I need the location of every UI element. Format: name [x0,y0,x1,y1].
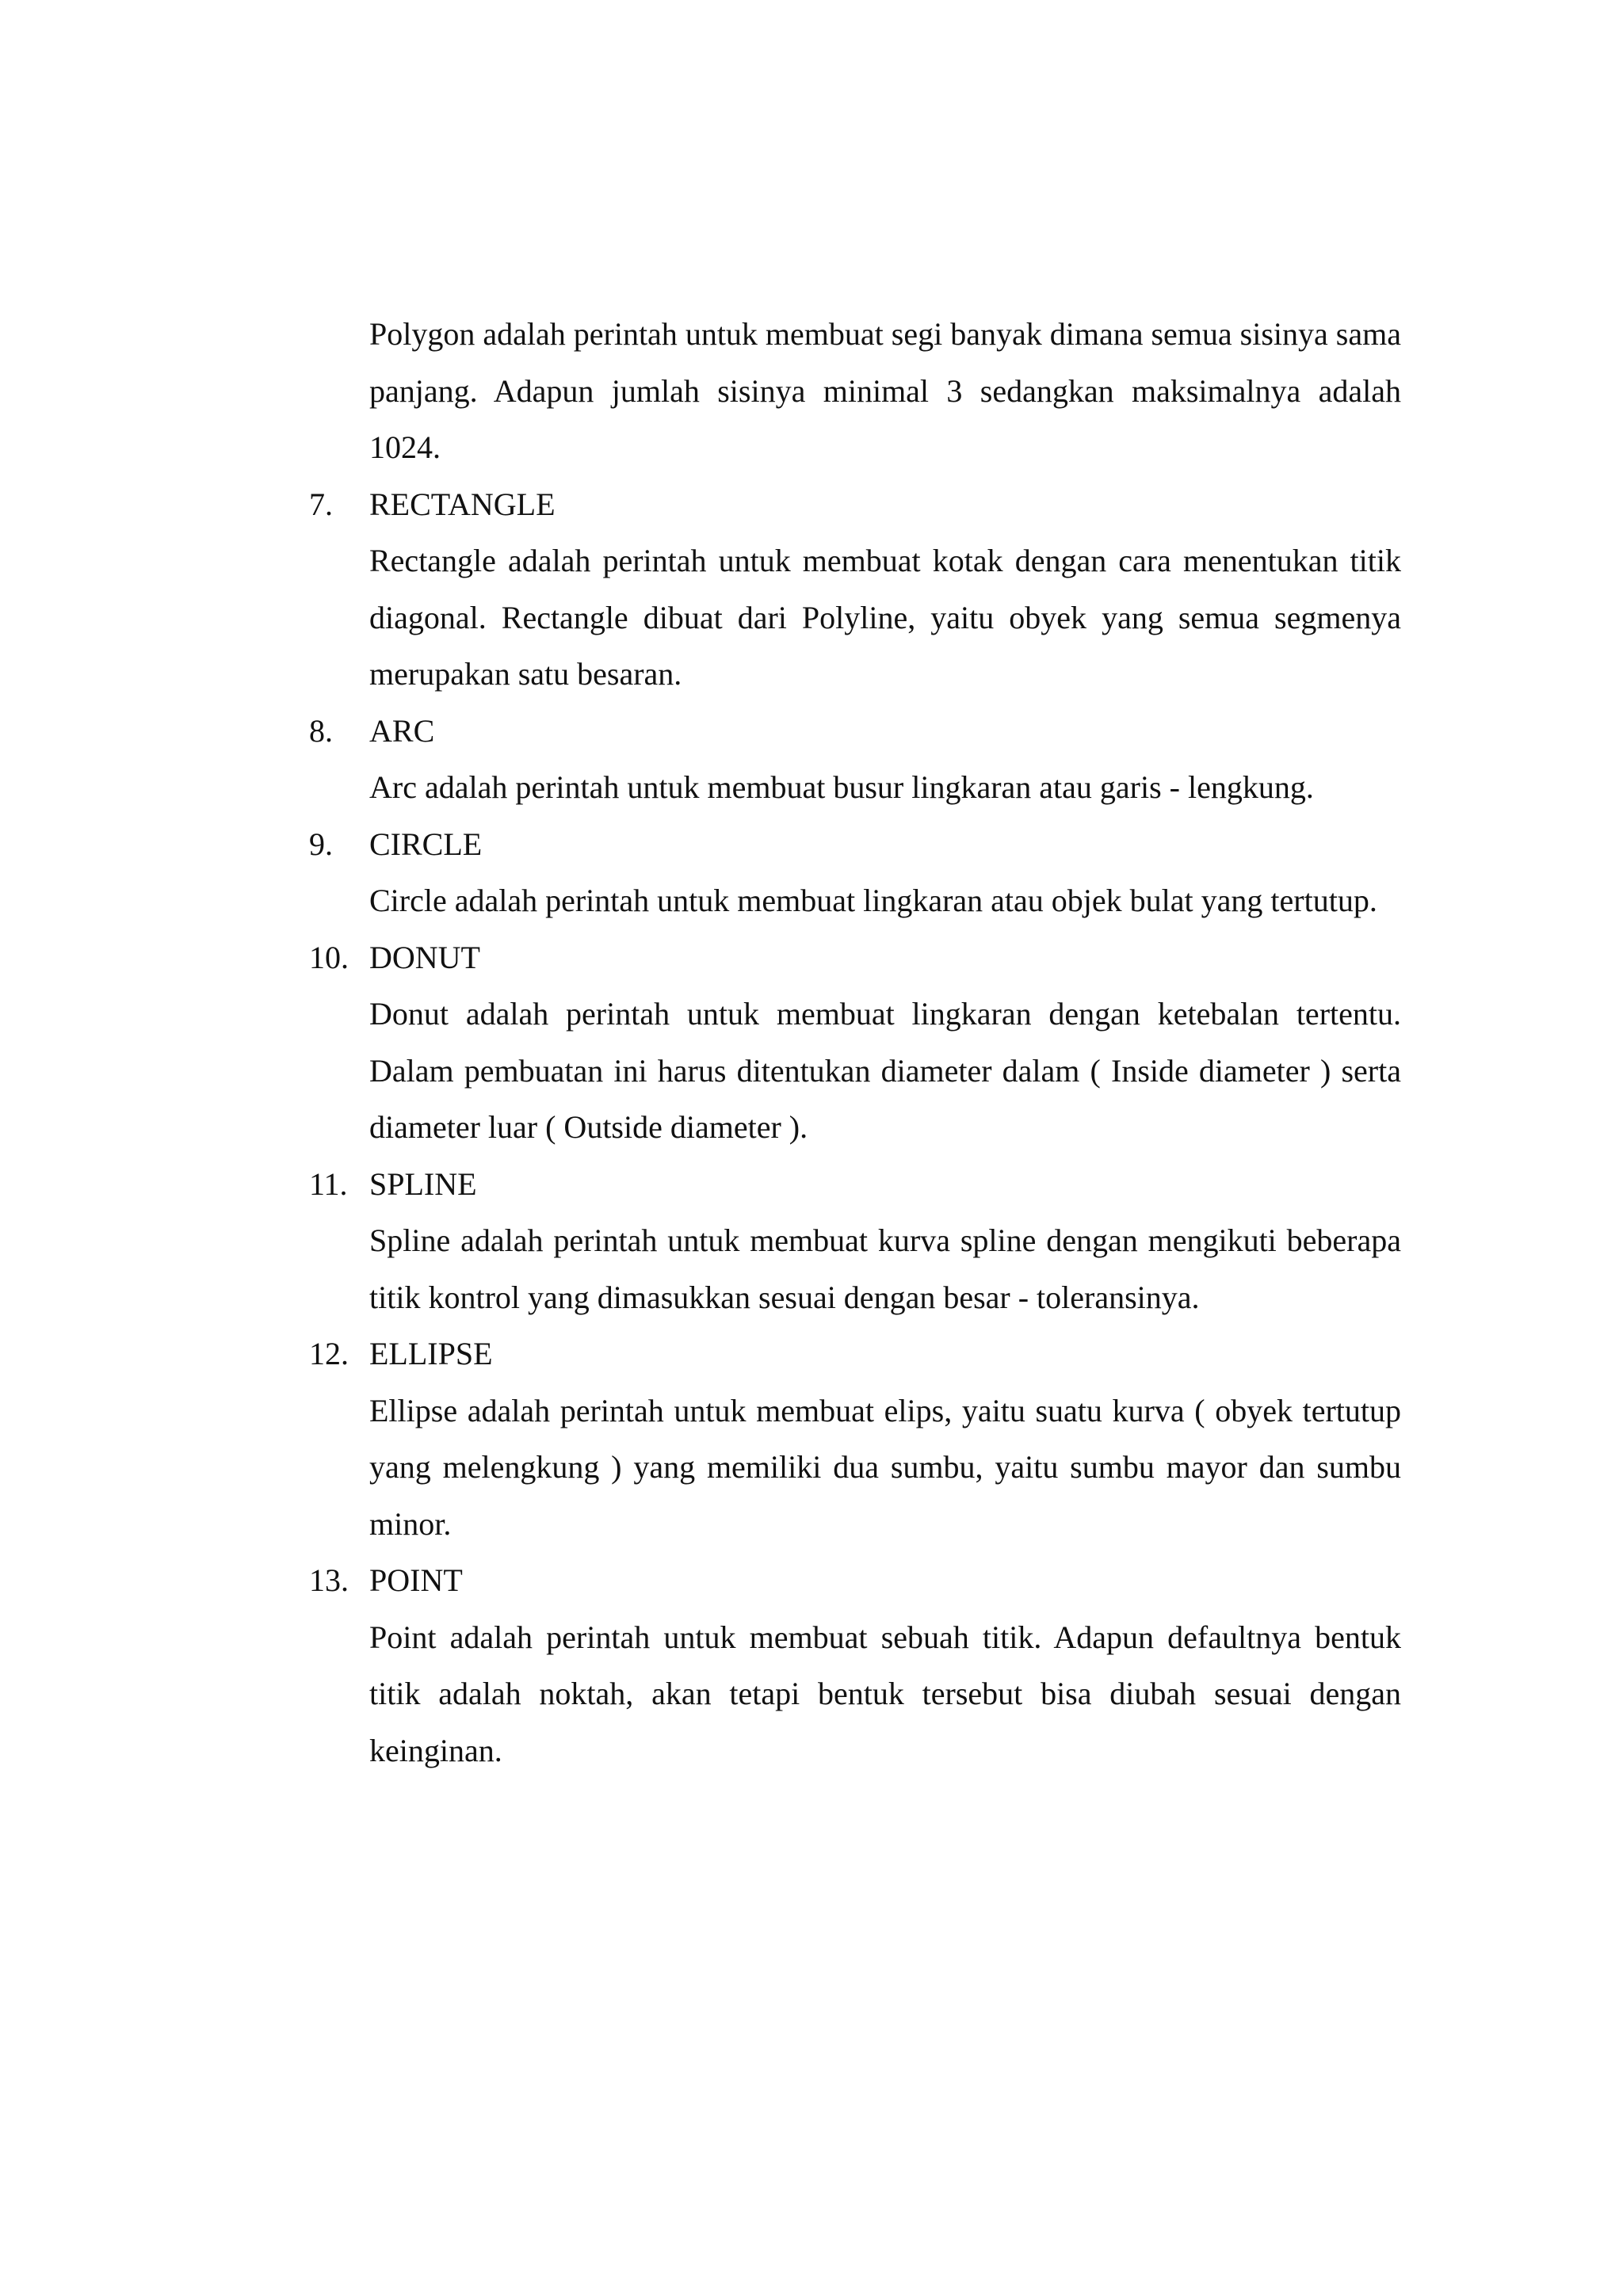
list-item-description: Circle adalah perintah untuk membuat lingkaran atau objek bulat yang tertutup. [369,883,1377,918]
list-item-description: Ellipse adalah perintah untuk membuat elips, yaitu suatu kurva ( obyek tertutup yang melengkung ) yang memiliki dua sumbu, yaitu sumbu mayor dan sumbu minor. [369,1392,1401,1542]
list-item-header [309,703,1401,760]
list-item-number: 12. [309,1336,349,1371]
list-item-title: DONUT [369,939,480,975]
list-item-header [309,1552,1401,1609]
list-item-header [309,1325,1401,1383]
list-item-number: 7. [309,486,333,522]
list-item-title: ARC [369,712,435,749]
list-item-number: 10. [309,939,349,975]
list-item-header [309,816,1401,873]
page-content [309,306,1401,1779]
list-item-description: Point adalah perintah untuk membuat sebuah titik. Adapun defaultnya bentuk titik adalah noktah, akan tetapi bentuk tersebut bisa diubah sesuai dengan keinginan. [369,1619,1401,1768]
intro-paragraph: Polygon adalah perintah untuk membuat segi banyak dimana semua sisinya sama panjang. Adapun jumlah sisinya minimal 3 sedangkan maksimalnya adalah 1024. [369,316,1401,465]
list-item-description: Donut adalah perintah untuk membuat lingkaran dengan ketebalan tertentu. Dalam pembuatan ini harus ditentukan diameter dalam ( Inside diameter ) serta diameter luar ( Outside diameter ). [369,996,1401,1145]
list-item-description: Spline adalah perintah untuk membuat kurva spline dengan mengikuti beberapa titik kontrol yang dimasukkan sesuai dengan besar - toleransinya. [369,1222,1401,1315]
list-item-title: ELLIPSE [369,1336,493,1371]
list-item-number: 8. [309,712,333,749]
list-item-title: POINT [369,1562,463,1598]
list-item-title: CIRCLE [369,826,483,862]
list-item-header [309,476,1401,533]
list-item-description: Arc adalah perintah untuk membuat busur lingkaran atau garis - lengkung. [369,769,1314,805]
list-item-title: SPLINE [369,1165,477,1202]
list-item-header [309,929,1401,986]
list-item-number: 9. [309,826,333,862]
list-item-description: Rectangle adalah perintah untuk membuat kotak dengan cara menentukan titik diagonal. Rectangle dibuat dari Polyline, yaitu obyek yang semua segmenya merupakan satu besaran. [369,543,1401,692]
list-item-header [309,1156,1401,1213]
list-item-number: 11. [309,1165,348,1202]
list-item-number: 13. [309,1562,349,1598]
list-item-title: RECTANGLE [369,486,556,522]
